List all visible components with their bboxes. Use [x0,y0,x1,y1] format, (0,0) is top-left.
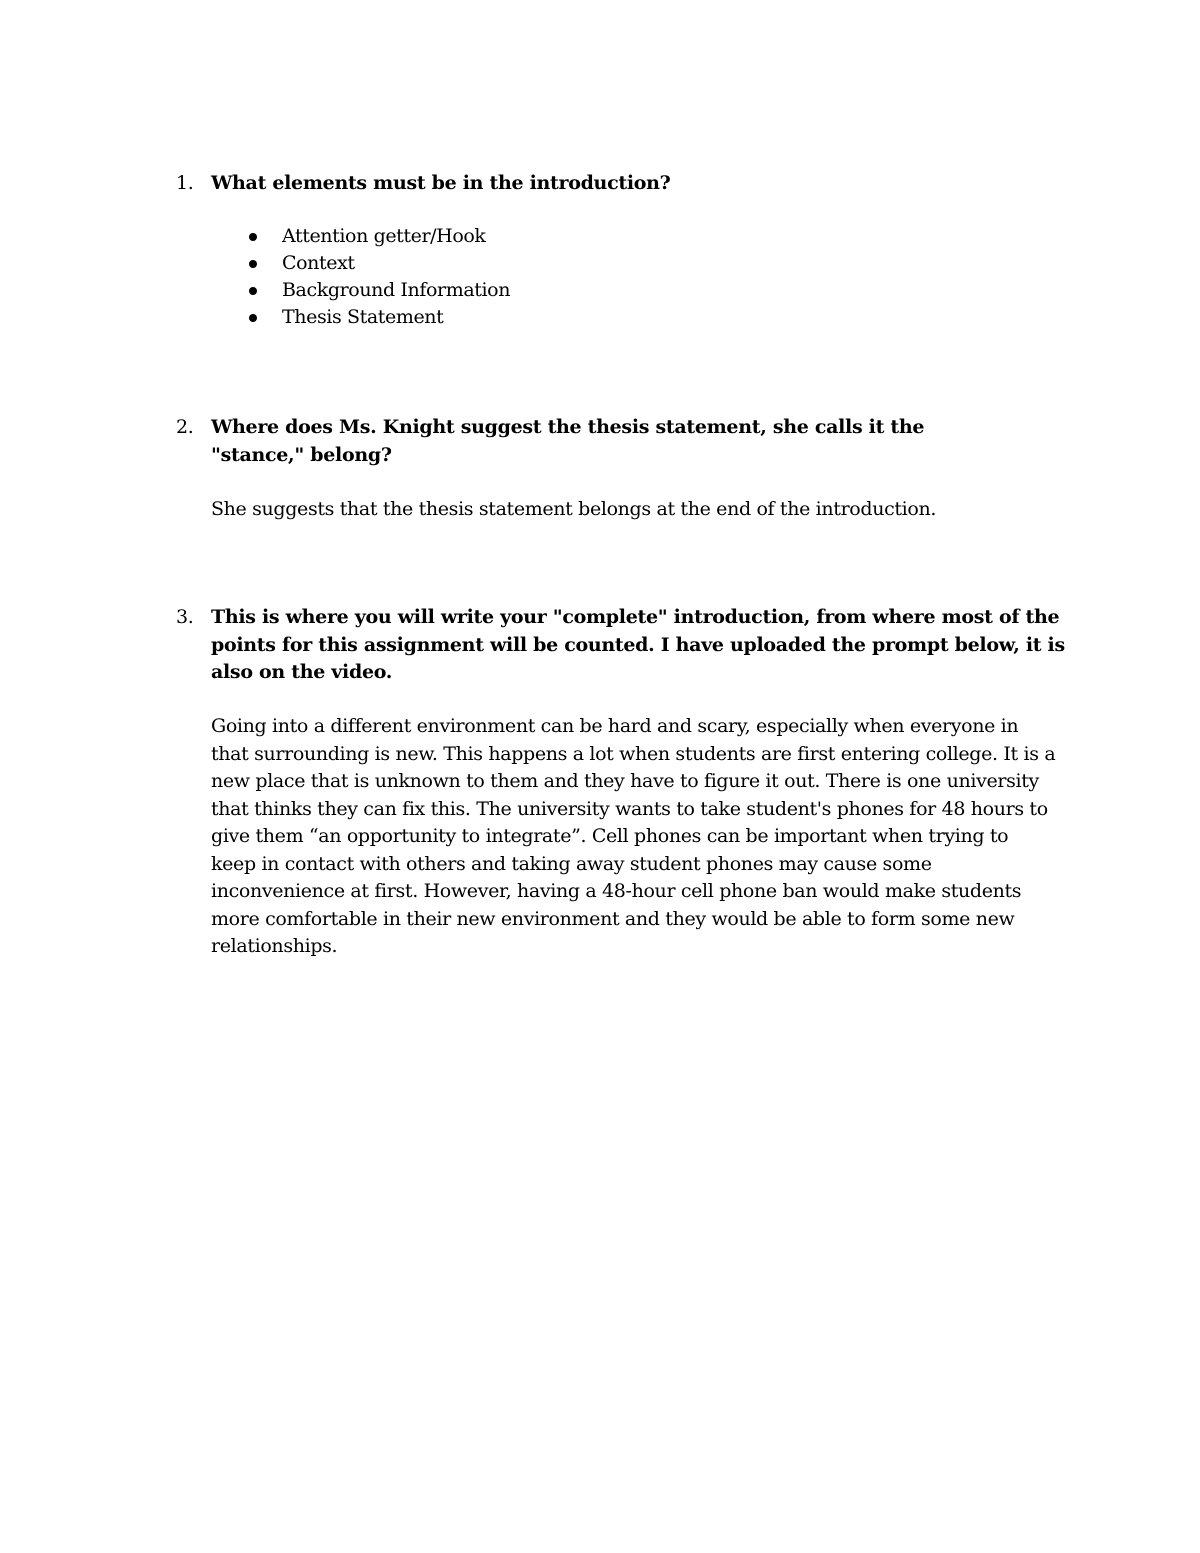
paragraph-line: that thinks they can fix this. The university wants to take student's phones for 48 hours to [211,797,1048,820]
bullet-item [0,304,1200,331]
paragraph-line: more comfortable in their new environment and they would be able to form some new [211,907,1015,930]
paragraph-line: keep in contact with others and taking away student phones may cause some [211,852,932,875]
question-3-text [211,604,1065,687]
paragraph-line: that surrounding is new. This happens a lot when students are first entering college. It is a [211,742,1056,765]
paragraph-line: inconvenience at first. However, having a 48-hour cell phone ban would make students [211,880,1022,902]
question-3-line: points for this assignment will be counted. I have uploaded the prompt below, it is [211,633,1065,656]
introduction-paragraph [211,713,1055,961]
bullet-text: Attention getter/Hook [282,225,486,247]
question-2-line: Where does Ms. Knight suggest the thesis statement, she calls it the [211,416,925,438]
bullet-item [0,277,1200,304]
bullet-text: Context [282,252,355,274]
question-3-line: This is where you will write your "complete" introduction, from where most of the [211,606,1060,628]
bullet-item [0,250,1200,277]
bullet-icon [249,260,257,268]
question-1-text: What elements must be in the introduction? [211,172,671,194]
question-2-text [211,414,924,469]
question-3-line: also on the video. [211,661,393,683]
paragraph-line: new place that is unknown to them and they have to figure it out. There is one university [211,770,1039,792]
paragraph-line: give them “an opportunity to integrate”. Cell phones can be important when trying to [211,825,1009,847]
bullet-icon [249,287,257,295]
question-1-bullet-list [0,223,1200,331]
paragraph-line: Going into a different environment can be hard and scary, especially when everyone in [211,715,1019,737]
paragraph-line: relationships. [211,935,338,957]
bullet-icon [249,233,257,241]
question-3-number: 3. [176,606,194,628]
bullet-text: Background Information [282,279,511,301]
question-2-line: "stance," belong? [211,443,392,466]
bullet-icon [249,314,257,322]
question-2-answer: She suggests that the thesis statement belongs at the end of the introduction. [211,498,937,520]
bullet-item [0,223,1200,250]
bullet-text: Thesis Statement [282,306,444,328]
question-1-number: 1. [176,172,194,194]
question-2-number: 2. [176,416,194,438]
